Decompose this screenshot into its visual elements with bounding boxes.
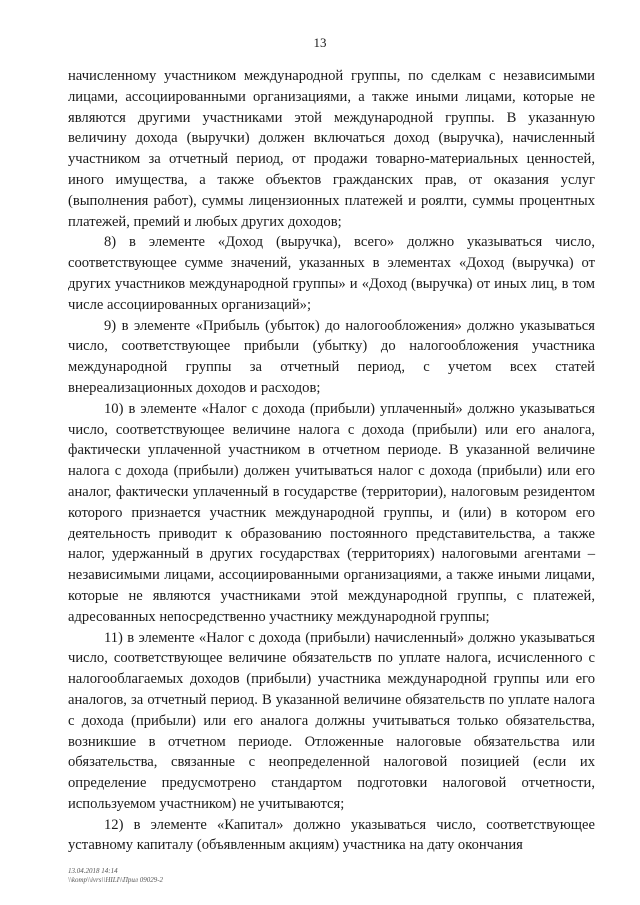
paragraph-item-10: 10) в элементе «Налог с дохода (прибыли) уплаченный» должно указываться число, соответствующее величине налога с дохода (прибыли) или его аналога, фактически уплаченной участником в отчетном периоде. В указанной величине налога с дохода (прибыли) должен учитываться налог с дохода (прибыли) или его аналог, фактически уплаченный в государстве (территории), налоговым резидентом которого признается участник международной группы, и (или) в котором его деятельность приводит к образованию постоянного представительства, а также налог, удержанный в других государствах (территориях) налоговыми агентами – независимыми лицами, ассоциированными организациями, а также иными лицами, которые не являются участниками этой международной группы, с платежей, адресованных непосредственно участнику международной группы; [68,400,595,625]
document-body [68,66,595,856]
paragraph-item-8: 8) в элементе «Доход (выручка), всего» должно указываться число, соответствующее сумме значений, указанных в элементах «Доход (выручка) от других участников международной группы» и «Доход (выручка) от иных лиц, в том числе ассоциированных организаций»; [68,234,595,313]
page-number: 13 [313,35,327,50]
paragraph-continuation: начисленному участником международной группы, по сделкам с независимыми лицами, ассоциированными организациями, а также иными лицами, которые не являются другими участниками этой международной группы. В указанную величину дохода (выручки) должен включаться доход (выручка), начисленный участником за отчетный период, от продажи товарно-материальных ценностей, иного имущества, а также объектов гражданских прав, от оказания услуг (выполнения работ), суммы лицензионных платежей и роялти, суммы процентных платежей, премий и любых других доходов; [68,68,595,230]
footer-file-path: \\komp\\ivrs\\HILI\\Прил 09029-2 [68,876,164,884]
paragraph-item-12: 12) в элементе «Капитал» должно указываться число, соответствующее уставному капиталу (объявленным акциям) участника на дату окончания [68,816,595,854]
footer-timestamp: 13.04.2018 14:14 [68,867,118,875]
paragraph-item-11: 11) в элементе «Налог с дохода (прибыли) начисленный» должно указываться число, соответствующее величине обязательств по уплате налога, исчисленного с налогооблагаемых доходов (прибыли) участника международной группы или его аналогов, за отчетный период. В указанной величине обязательств по уплате налога с дохода (прибыли) или его аналога должны учитываться только обязательства, возникшие в отчетном периоде. Отложенные налоговые обязательства или обязательства, связанные с неопределенной налоговой позицией (если их определение предусмотрено стандартом подготовки налоговой отчетности, используемом участником) не учитываются; [68,629,595,812]
document-footer [68,867,163,885]
paragraph-item-9: 9) в элементе «Прибыль (убыток) до налогообложения» должно указываться число, соответствующее прибыли (убытку) до налогообложения участника международной группы за отчетный период, с учетом всех статей внереализационных доходов и расходов; [68,317,595,396]
